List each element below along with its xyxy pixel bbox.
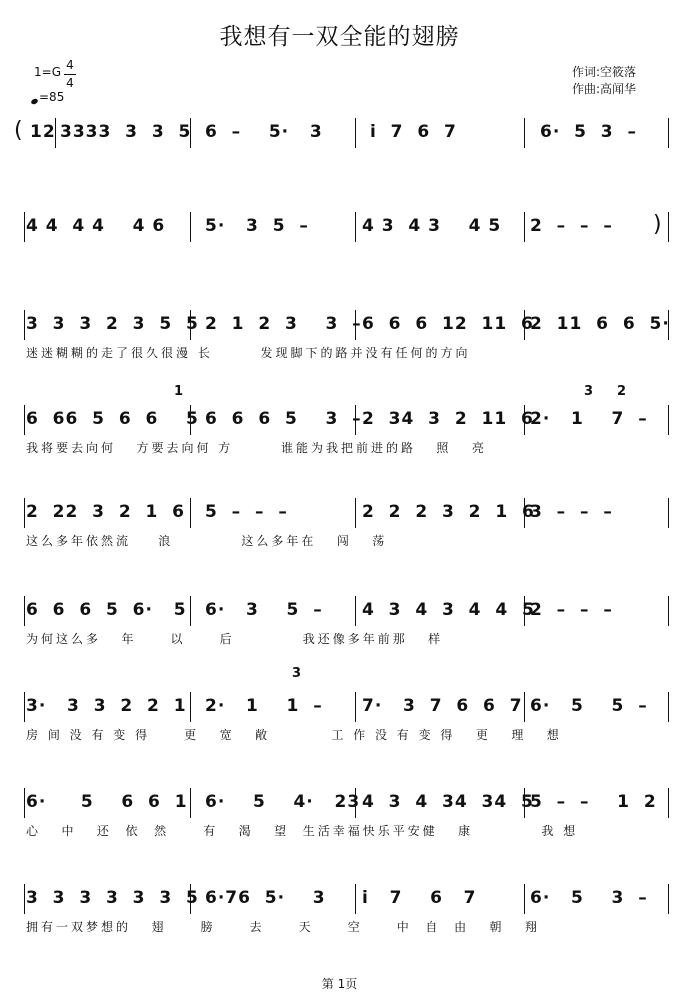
bar-line [668,212,669,242]
bar-line [190,212,191,242]
bar-line [355,212,356,242]
bar-line [668,788,669,818]
lyricist: 作词:空筱落 [572,65,637,79]
score-line [0,384,679,465]
bar-line [190,788,191,818]
bar-line [524,212,525,242]
measure-notes: 4 3 4 34 34 5 [362,792,534,812]
measure-notes: 6· 3 5 – [205,600,323,620]
bar-line [355,118,356,148]
bar-line [668,405,669,435]
bar-line [24,692,25,722]
measure-notes: 4 3 4 3 4 5 [362,216,502,236]
measure-notes: 5 – – – [205,502,288,522]
score-line [0,884,679,944]
tempo-marking [31,90,64,104]
measure-notes: 6· 5 3 – [540,122,637,142]
time-signature-bar [64,74,76,75]
credits [572,64,636,98]
lyrics-line: 这么多年依然流 浪 这么多年在 闯 荡 [26,534,388,548]
measure-notes: i 7 6 7 [362,888,477,908]
measure-notes: 4 3 4 3 4 4 5 [362,600,535,620]
measure-notes: 5 – – 1 2 [530,792,657,812]
measure-notes: 3 – – – [530,502,613,522]
score-line [0,596,679,656]
repeat-close-paren: ) [653,212,662,237]
measure-notes: 3 3 3 3 3 3 5 [26,888,199,908]
measure-notes: 6·76 5· 3 [205,888,326,908]
lyrics-line: 房 间 没 有 变 得 更 宽 敞 工 作 没 有 变 得 更 理 想 [26,728,562,742]
measure-notes: 6· 5 3 – [530,888,648,908]
bar-line [190,692,191,722]
measure-notes: 2 2 2 3 2 1 6 [362,502,535,522]
measure-notes: 6· 5 4· 23 [205,792,361,812]
bar-line [24,405,25,435]
composer: 作曲:高闻华 [572,82,637,96]
bar-line [668,596,669,626]
measure-notes: 2· 1 7 – [530,409,648,429]
time-signature [64,58,76,91]
measure-notes: 3 3 3 2 3 5 5 [26,314,199,334]
key-signature: 1=G [34,65,61,79]
measure-notes: 6 66 5 6 6 5 [26,409,199,429]
score-line [0,788,679,848]
bar-line [668,118,669,148]
bar-line [190,596,191,626]
measure-notes: 2 – – – [530,216,613,236]
quarter-note-icon [30,98,38,105]
bar-line [24,884,25,914]
time-signature-bottom: 4 [66,76,74,90]
measure-notes: 6 6 6 5 6· 5 [26,600,187,620]
lyrics-line: 心 中 还 依 然 有 渴 望 生活幸福快乐平安健 康 我 想 [26,824,579,838]
bar-line [524,692,525,722]
measure-notes: 6 6 6 5 3 – [205,409,362,429]
score-line [0,118,679,178]
bar-line [524,884,525,914]
bar-line [190,498,191,528]
bar-line [24,498,25,528]
upper-note: 3 [584,384,594,399]
score-line [0,310,679,370]
measure-notes: 12 [30,122,56,142]
bar-line [668,498,669,528]
measure-notes: 6 6 6 12 11 6 [362,314,534,334]
lyrics-line: 我将要去向何 方要去向何 方 谁能为我把前进的路 照 亮 [26,441,487,455]
time-signature-top: 4 [66,58,74,72]
measure-notes: 6 – 5· 3 [205,122,323,142]
lyrics-line: 拥有一双梦想的 翅 膀 去 天 空 中 自 由 朝 翔 [26,920,540,934]
bar-line [24,310,25,340]
lyrics-line: 迷迷糊糊的走了很久很漫 长 发现脚下的路并没有任何的方向 [26,346,471,360]
upper-note: 3 [292,666,302,681]
measure-notes: 7· 3 7 6 6 7 [362,696,523,716]
bar-line [355,498,356,528]
bar-line [355,596,356,626]
measure-notes: 6· 5 5 – [530,696,648,716]
bar-line [24,788,25,818]
repeat-open-paren: ( [14,118,23,143]
measure-notes: 3· 3 3 2 2 1 [26,696,187,716]
measure-notes: 5· 3 5 – [205,216,309,236]
measure-notes: 2 1 2 3 3 – [205,314,362,334]
measure-notes: 2 11 6 6 5· [530,314,670,334]
score-line [0,212,679,272]
bar-line [668,884,669,914]
measure-notes: 2 – – – [530,600,613,620]
bar-line [355,692,356,722]
measure-notes: 2 34 3 2 11 6 [362,409,534,429]
upper-note: 2 [617,384,627,399]
lyrics-line: 为何这么多 年 以 后 我还像多年前那 样 [26,632,444,646]
measure-notes: i 7 6 7 [370,122,457,142]
measure-notes: 3333 3 3 5 [60,122,192,142]
measure-notes: 4 4 4 4 4 6 [26,216,166,236]
measure-notes: 2· 1 1 – [205,696,323,716]
tempo-value: =85 [39,90,65,104]
bar-line [24,596,25,626]
upper-note: 1 [174,384,184,399]
measure-notes: 2 22 3 2 1 6 [26,502,185,522]
page-footer: 第 1页 [321,977,358,991]
bar-line [24,212,25,242]
score-line [0,666,679,752]
score-line [0,498,679,558]
bar-line [668,692,669,722]
song-title: 我想有一双全能的翅膀 [219,24,460,50]
bar-line [524,118,525,148]
bar-line [355,884,356,914]
measure-notes: 6· 5 6 6 1 [26,792,188,812]
